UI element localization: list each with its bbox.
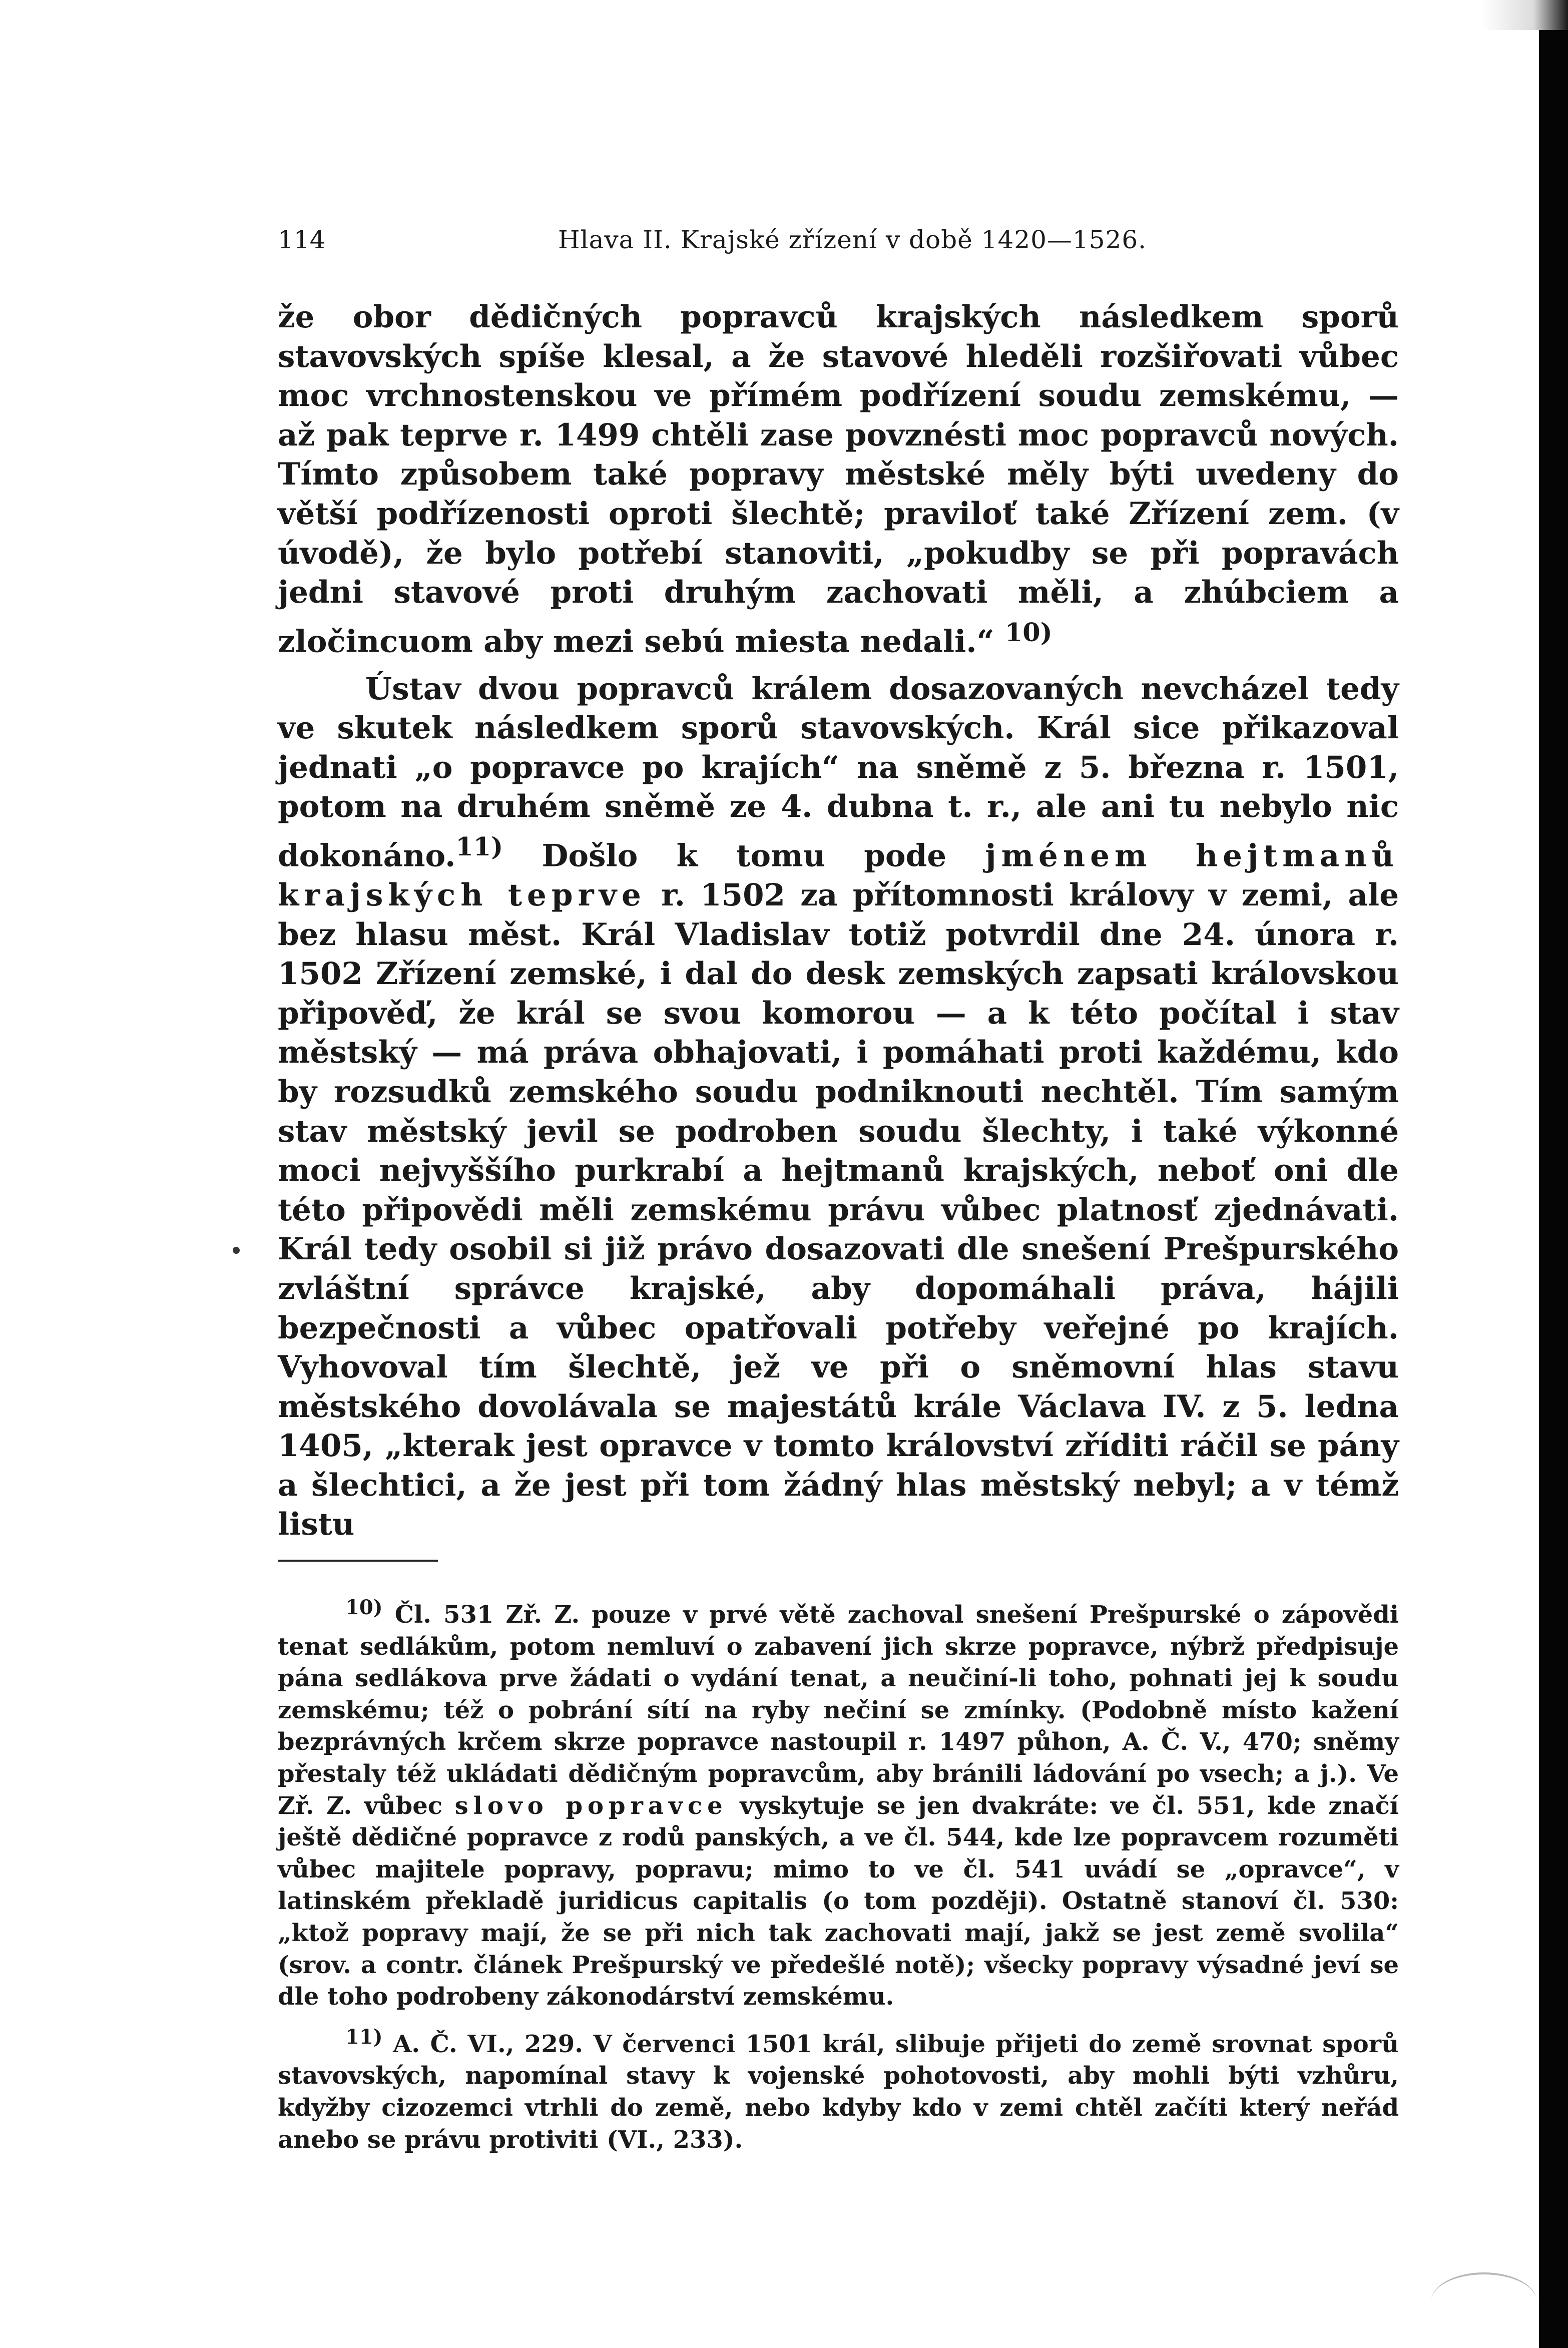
footnote [278, 2021, 1399, 2156]
footnote [278, 1592, 1399, 2013]
footnote-mark: 11) [345, 2025, 383, 2049]
footnote-mark: 10) [345, 1596, 383, 1620]
paragraph-text: r. 1502 za přítomnosti královy v zemi, ale bez hlasu měst. Král Vladislav totiž potvrdil dne 24. února r. 1502 Zřízení zemské, i dal do desk zemských zapsati královskou připověď, že král se svou komorou — a k této počítal i stav městský — má práva obhajovati, i pomáhati proti každému, kdo by rozsudků zemského soudu podniknouti nechtěl. Tím samým stav městský jevil se podroben soudu šlechty, i také výkonné moci nejvyššího purkrabí a hejtmanů krajských, neboť oni dle této připovědi měli zemskému právu vůbec platnosť zjednávati. Král tedy osobil si již právo dosazovati dle snešení Prešpurského zvláštní správce krajské, aby dopomáhali práva, hájili bezpečnosti a vůbec opatřovali potřeby veřejné po krajích. Vyhovoval tím šlechtě, jež ve při o sněmovní hlas stavu městského dovolávala se majestátů krále Václava IV. z 5. ledna 1405, „kterak jest opravce v tomto království zříditi ráčil se pány a šlechtici, a že jest při tom žádný hlas městský nebyl; a v témž listu [278, 877, 1399, 1543]
footnote-divider [278, 1560, 438, 1562]
emphasized-text: jménem hejtmanů krajských teprve [278, 838, 1399, 913]
stray-mark [233, 1247, 240, 1254]
scan-shadow-top [1481, 0, 1568, 30]
scan-border-right [1539, 0, 1568, 2348]
paragraph [278, 298, 1399, 662]
paragraph-text: Ústav dvou popravců králem dosazovaných nevcházel tedy ve skutek následkem sporů stavovských. Král sice přikazoval jednati „o popravce po krajích“ na sněmě z 5. března r. 1501, potom na druhém sněmě ze 4. dubna t. r., ale ani tu nebylo nic dokonáno. [278, 671, 1399, 874]
page-number: 114 [278, 225, 326, 254]
footnote-text: vyskytuje se jen dvakráte: ve čl. 551, kde značí ještě dědičné popravce z rodů panských, a ve čl. 544, kde lze popravcem rozuměti vůbec majitele popravy, popravu; mimo to ve čl. 541 uvádí se „opravce“, v latinském překladě juridicus capitalis (o tom později). Ostatně stanoví čl. 530: „ktož popravy mají, že se při nich tak zachovati mají, jakž se jest země svolila“ (srov. a contr. článek Prešpurský ve předešlé notě); všecky popravy výsadné jeví se dle toho podrobeny zákonodárství zemskému. [278, 1791, 1399, 2011]
footnote-ref: 10) [1004, 617, 1053, 647]
footnote-ref: 11) [455, 831, 503, 862]
paragraph-text: Došlo k tomu pode [503, 838, 947, 874]
scan-smudge [1431, 2272, 1536, 2329]
paragraph [278, 670, 1399, 1545]
book-page [278, 215, 1399, 2156]
paragraph-text: že obor dědičných popravců krajských následkem sporů stavovských spíše klesal, a že stavové hleděli rozšiřovati vůbec moc vrchnostenskou ve přímém podřízení soudu zemskému, — až pak teprve r. 1499 chtěli zase povznésti moc popravců nových. Tímto způsobem také popravy městské měly býti uvedeny do větší podřízenosti oproti šlechtě; praviloť také Zřízení zem. (v úvodě), že bylo potřebí stanoviti, „pokudby se při popravách jedni stavové proti druhým zachovati měli, a zhúbciem a zločincuom aby mezi sebú miesta nedali.“ [278, 299, 1399, 660]
chapter-title: Hlava II. Krajské zřízení v době 1420—1526. [558, 225, 1147, 254]
footnote-text: Čl. 531 Zř. Z. pouze v prvé větě zachoval snešení Prešpurské o zápovědi tenat sedlákům, potom nemluví o zabavení jich skrze popravce, nýbrž předpisuje pána sedlákova prve žádati o vydání tenat, a neučiní-li toho, pohnati jej k soudu zemskému; též o pobrání sítí na ryby nečiní se zmínky. (Podobně místo kažení bezprávných krčem skrze popravce nastoupil r. 1497 půhon, A. Č. V., 470; sněmy přestaly též ukládati dědičným popravcům, aby bránili ládování po vsech; a j.). Ve Zř. Z. vůbec [278, 1601, 1399, 1820]
footnote-text: A. Č. VI., 229. V červenci 1501 král, slibuje přijeti do země srovnat sporů stavovských, napomínal stavy k vojenské pohotovosti, aby mohli býti vzhůru, kdyžby cizozemci vtrhli do země, nebo kdyby kdo v zemi chtěl začíti který neřád anebo se právu protiviti (VI., 233). [278, 2030, 1399, 2154]
running-head [278, 215, 1399, 260]
footnotes [278, 1592, 1399, 2156]
emphasized-text: slovo popravce [454, 1791, 728, 1820]
main-text [278, 298, 1399, 1545]
